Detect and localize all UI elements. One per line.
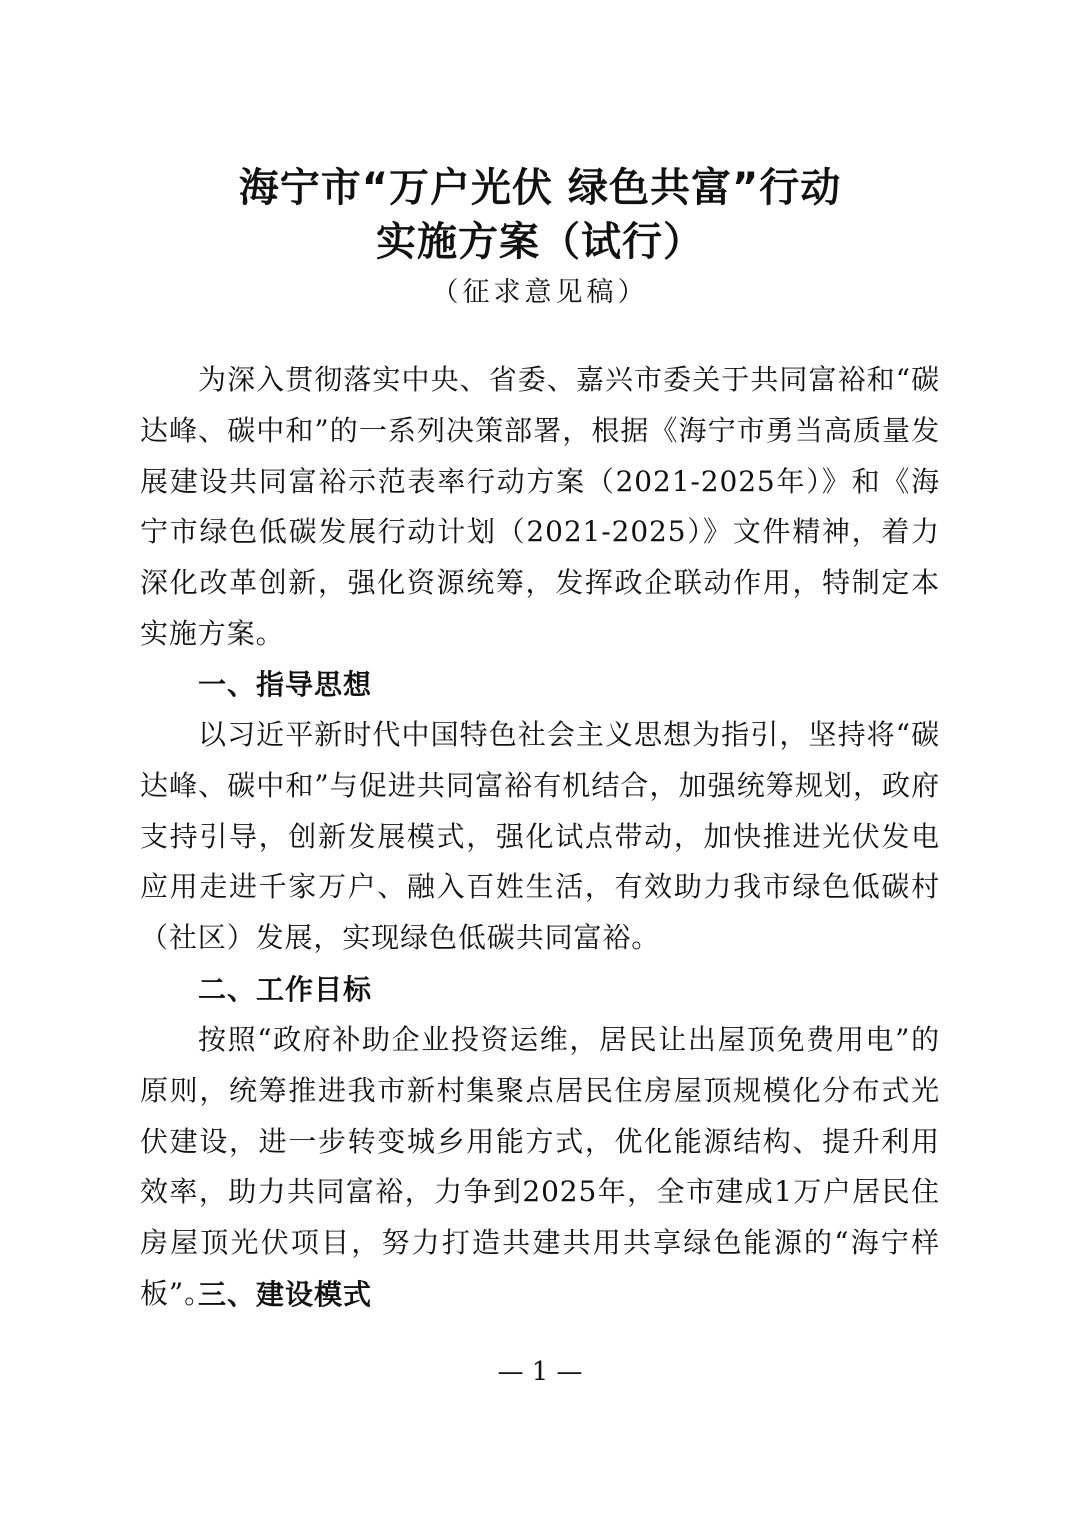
document-subtitle: （征求意见稿）	[431, 277, 649, 308]
section-heading-guiding-ideology: 一、指导思想	[198, 668, 373, 701]
section-paragraph-work-goals: 按照“政府补助企业投资运维，居民让出屋顶免费用电”的原则，统筹推进我市新村集聚点居民住房屋顶规模化分布式光伏建设，进一步转变城乡用能方式，优化能源结构、提升利用效率，助力共同富裕，力争到2025年，全市建成1万户居民住房屋顶光伏项目，努力打造共建共用共享绿色能源的“海宁样板”。	[140, 1023, 940, 1310]
document-title-line-1: 海宁市“万户光伏 绿色共富”行动	[238, 165, 842, 211]
section-heading-work-goals: 二、工作目标	[198, 973, 373, 1006]
section-paragraph-guiding-ideology: 以习近平新时代中国特色社会主义思想为指引，坚持将“碳达峰、碳中和”与促进共同富裕有机结合，加强统筹规划，政府支持引导，创新发展模式，强化试点带动，加快推进光伏发电应用走进千家万户、融入百姓生活，有效助力我市绿色低碳村（社区）发展，实现绿色低碳共同富裕。	[140, 718, 940, 955]
section-heading-construction-model: 三、建设模式	[198, 1278, 373, 1311]
page-number: — 1 —	[497, 1357, 583, 1387]
document-title-line-2: 实施方案（试行）	[376, 219, 704, 265]
section-1-block	[140, 710, 940, 964]
intro-paragraph-block	[140, 355, 940, 660]
intro-paragraph: 为深入贯彻落实中央、省委、嘉兴市委关于共同富裕和“碳达峰、碳中和”的一系列决策部署，根据《海宁市勇当高质量发展建设共同富裕示范表率行动方案（2021-2025年）》和《海宁市绿色低碳发展行动计划（2021-2025）》文件精神，着力深化改革创新，强化资源统筹，发挥政企联动作用，特制定本实施方案。	[140, 363, 940, 650]
